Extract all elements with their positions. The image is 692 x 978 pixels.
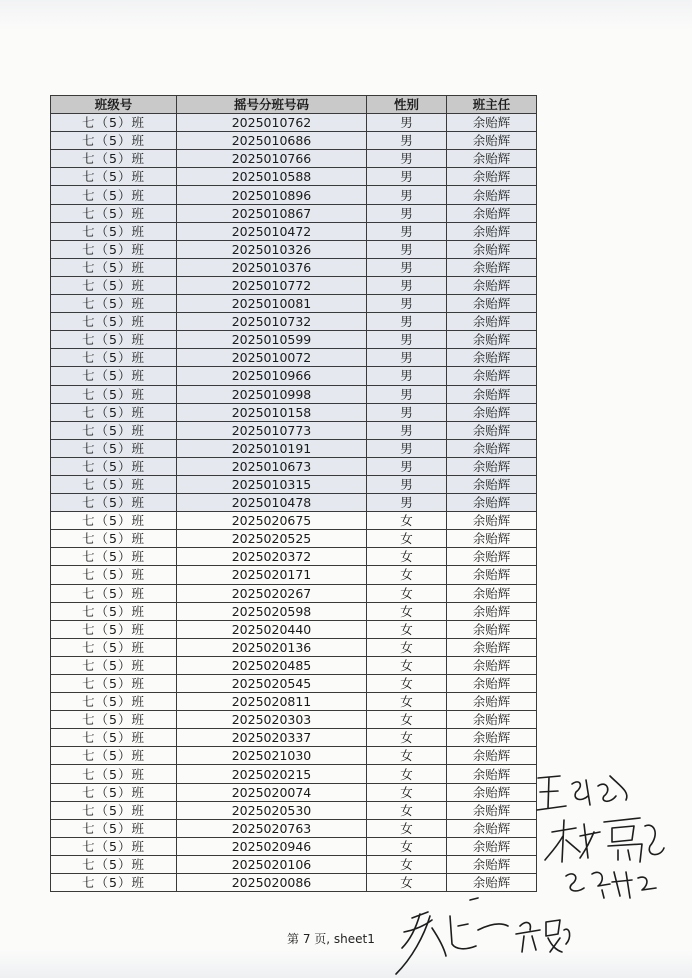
table-row bbox=[51, 204, 537, 222]
table-row bbox=[51, 276, 537, 294]
teacher-cell: 余贻辉 bbox=[447, 729, 537, 747]
teacher-cell: 余贻辉 bbox=[447, 168, 537, 186]
lottery-number-cell: 2025010599 bbox=[177, 331, 367, 349]
teacher-cell: 余贻辉 bbox=[447, 837, 537, 855]
gender-cell: 女 bbox=[367, 783, 447, 801]
gender-cell: 女 bbox=[367, 548, 447, 566]
class-cell: 七（5）班 bbox=[51, 765, 177, 783]
gender-cell: 男 bbox=[367, 132, 447, 150]
lottery-number-cell: 2025020372 bbox=[177, 548, 367, 566]
gender-cell: 男 bbox=[367, 258, 447, 276]
table-row bbox=[51, 457, 537, 475]
gender-cell: 女 bbox=[367, 530, 447, 548]
class-cell: 七（5）班 bbox=[51, 475, 177, 493]
gender-cell: 女 bbox=[367, 566, 447, 584]
lottery-number-cell: 2025020440 bbox=[177, 620, 367, 638]
table-row bbox=[51, 638, 537, 656]
teacher-cell: 余贻辉 bbox=[447, 584, 537, 602]
lottery-number-cell: 2025010072 bbox=[177, 349, 367, 367]
gender-cell: 男 bbox=[367, 186, 447, 204]
lottery-number-cell: 2025020337 bbox=[177, 729, 367, 747]
class-cell: 七（5）班 bbox=[51, 367, 177, 385]
lottery-number-cell: 2025010081 bbox=[177, 295, 367, 313]
lottery-number-cell: 2025020215 bbox=[177, 765, 367, 783]
teacher-cell: 余贻辉 bbox=[447, 530, 537, 548]
table-row bbox=[51, 602, 537, 620]
gender-cell: 女 bbox=[367, 855, 447, 873]
class-cell: 七（5）班 bbox=[51, 783, 177, 801]
lottery-number-cell: 2025010478 bbox=[177, 494, 367, 512]
class-cell: 七（5）班 bbox=[51, 837, 177, 855]
table-row bbox=[51, 584, 537, 602]
gender-cell: 女 bbox=[367, 638, 447, 656]
gender-cell: 男 bbox=[367, 439, 447, 457]
table-row bbox=[51, 747, 537, 765]
table-row bbox=[51, 331, 537, 349]
table-row bbox=[51, 801, 537, 819]
table-row bbox=[51, 530, 537, 548]
gender-cell: 女 bbox=[367, 801, 447, 819]
table-row bbox=[51, 548, 537, 566]
gender-cell: 男 bbox=[367, 150, 447, 168]
gender-cell: 女 bbox=[367, 711, 447, 729]
class-cell: 七（5）班 bbox=[51, 801, 177, 819]
teacher-cell: 余贻辉 bbox=[447, 186, 537, 204]
gender-cell: 男 bbox=[367, 240, 447, 258]
teacher-cell: 余贻辉 bbox=[447, 675, 537, 693]
lottery-number-cell: 2025010588 bbox=[177, 168, 367, 186]
table-row bbox=[51, 132, 537, 150]
gender-cell: 男 bbox=[367, 222, 447, 240]
teacher-cell: 余贻辉 bbox=[447, 638, 537, 656]
gender-cell: 女 bbox=[367, 693, 447, 711]
class-cell: 七（5）班 bbox=[51, 385, 177, 403]
table-row bbox=[51, 240, 537, 258]
lottery-number-cell: 2025010867 bbox=[177, 204, 367, 222]
teacher-cell: 余贻辉 bbox=[447, 475, 537, 493]
gender-cell: 男 bbox=[367, 367, 447, 385]
lottery-number-cell: 2025020303 bbox=[177, 711, 367, 729]
class-cell: 七（5）班 bbox=[51, 439, 177, 457]
lottery-number-cell: 2025010686 bbox=[177, 132, 367, 150]
page-footer: 第 7 页, sheet1 bbox=[287, 932, 375, 946]
teacher-cell: 余贻辉 bbox=[447, 602, 537, 620]
class-cell: 七（5）班 bbox=[51, 638, 177, 656]
table-row bbox=[51, 168, 537, 186]
gender-cell: 男 bbox=[367, 204, 447, 222]
class-cell: 七（5）班 bbox=[51, 512, 177, 530]
teacher-cell: 余贻辉 bbox=[447, 620, 537, 638]
gender-cell: 女 bbox=[367, 729, 447, 747]
teacher-cell: 余贻辉 bbox=[447, 349, 537, 367]
class-cell: 七（5）班 bbox=[51, 457, 177, 475]
gender-cell: 女 bbox=[367, 765, 447, 783]
table-row bbox=[51, 656, 537, 674]
table-row bbox=[51, 874, 537, 892]
class-cell: 七（5）班 bbox=[51, 295, 177, 313]
teacher-cell: 余贻辉 bbox=[447, 114, 537, 132]
lottery-number-cell: 2025010762 bbox=[177, 114, 367, 132]
lottery-number-cell: 2025020811 bbox=[177, 693, 367, 711]
gender-cell: 女 bbox=[367, 584, 447, 602]
teacher-cell: 余贻辉 bbox=[447, 711, 537, 729]
teacher-cell: 余贻辉 bbox=[447, 385, 537, 403]
gender-cell: 女 bbox=[367, 874, 447, 892]
teacher-cell: 余贻辉 bbox=[447, 258, 537, 276]
class-cell: 七（5）班 bbox=[51, 204, 177, 222]
class-cell: 七（5）班 bbox=[51, 711, 177, 729]
lottery-number-cell: 2025010966 bbox=[177, 367, 367, 385]
teacher-cell: 余贻辉 bbox=[447, 439, 537, 457]
gender-cell: 女 bbox=[367, 837, 447, 855]
teacher-cell: 余贻辉 bbox=[447, 421, 537, 439]
teacher-cell: 余贻辉 bbox=[447, 855, 537, 873]
lottery-number-cell: 2025010773 bbox=[177, 421, 367, 439]
teacher-cell: 余贻辉 bbox=[447, 295, 537, 313]
table-row bbox=[51, 475, 537, 493]
table-row bbox=[51, 367, 537, 385]
class-cell: 七（5）班 bbox=[51, 656, 177, 674]
class-cell: 七（5）班 bbox=[51, 729, 177, 747]
table-row bbox=[51, 385, 537, 403]
table-row bbox=[51, 620, 537, 638]
class-roster-table bbox=[50, 95, 537, 892]
class-cell: 七（5）班 bbox=[51, 186, 177, 204]
lottery-number-cell: 2025020074 bbox=[177, 783, 367, 801]
class-cell: 七（5）班 bbox=[51, 313, 177, 331]
table-row bbox=[51, 675, 537, 693]
class-cell: 七（5）班 bbox=[51, 602, 177, 620]
header-lottery-number: 摇号分班号码 bbox=[177, 96, 367, 114]
teacher-cell: 余贻辉 bbox=[447, 494, 537, 512]
header-class-number: 班级号 bbox=[51, 96, 177, 114]
table-row bbox=[51, 439, 537, 457]
lottery-number-cell: 2025021030 bbox=[177, 747, 367, 765]
gender-cell: 男 bbox=[367, 276, 447, 294]
lottery-number-cell: 2025020086 bbox=[177, 874, 367, 892]
class-cell: 七（5）班 bbox=[51, 693, 177, 711]
class-cell: 七（5）班 bbox=[51, 150, 177, 168]
class-cell: 七（5）班 bbox=[51, 222, 177, 240]
header-head-teacher: 班主任 bbox=[447, 96, 537, 114]
signature-main bbox=[396, 898, 508, 974]
class-cell: 七（5）班 bbox=[51, 874, 177, 892]
class-cell: 七（5）班 bbox=[51, 331, 177, 349]
teacher-cell: 余贻辉 bbox=[447, 874, 537, 892]
table-row bbox=[51, 783, 537, 801]
gender-cell: 女 bbox=[367, 656, 447, 674]
lottery-number-cell: 2025020598 bbox=[177, 602, 367, 620]
teacher-cell: 余贻辉 bbox=[447, 548, 537, 566]
class-cell: 七（5）班 bbox=[51, 620, 177, 638]
class-cell: 七（5）班 bbox=[51, 494, 177, 512]
class-cell: 七（5）班 bbox=[51, 855, 177, 873]
class-cell: 七（5）班 bbox=[51, 675, 177, 693]
teacher-cell: 余贻辉 bbox=[447, 693, 537, 711]
teacher-cell: 余贻辉 bbox=[447, 132, 537, 150]
lottery-number-cell: 2025020136 bbox=[177, 638, 367, 656]
class-cell: 七（5）班 bbox=[51, 276, 177, 294]
gender-cell: 女 bbox=[367, 602, 447, 620]
lottery-number-cell: 2025020763 bbox=[177, 819, 367, 837]
teacher-cell: 余贻辉 bbox=[447, 747, 537, 765]
table-row bbox=[51, 186, 537, 204]
gender-cell: 女 bbox=[367, 512, 447, 530]
lottery-number-cell: 2025010326 bbox=[177, 240, 367, 258]
gender-cell: 男 bbox=[367, 403, 447, 421]
class-cell: 七（5）班 bbox=[51, 421, 177, 439]
class-cell: 七（5）班 bbox=[51, 403, 177, 421]
gender-cell: 女 bbox=[367, 675, 447, 693]
class-cell: 七（5）班 bbox=[51, 548, 177, 566]
lottery-number-cell: 2025020530 bbox=[177, 801, 367, 819]
teacher-cell: 余贻辉 bbox=[447, 204, 537, 222]
lottery-number-cell: 2025010158 bbox=[177, 403, 367, 421]
teacher-cell: 余贻辉 bbox=[447, 801, 537, 819]
class-cell: 七（5）班 bbox=[51, 584, 177, 602]
teacher-cell: 余贻辉 bbox=[447, 240, 537, 258]
gender-cell: 男 bbox=[367, 331, 447, 349]
lottery-number-cell: 2025010376 bbox=[177, 258, 367, 276]
class-cell: 七（5）班 bbox=[51, 114, 177, 132]
lottery-number-cell: 2025020171 bbox=[177, 566, 367, 584]
lottery-number-cell: 2025020485 bbox=[177, 656, 367, 674]
lottery-number-cell: 2025020545 bbox=[177, 675, 367, 693]
teacher-cell: 余贻辉 bbox=[447, 150, 537, 168]
table-row bbox=[51, 855, 537, 873]
lottery-number-cell: 2025010732 bbox=[177, 313, 367, 331]
class-cell: 七（5）班 bbox=[51, 530, 177, 548]
table-row bbox=[51, 150, 537, 168]
class-cell: 七（5）班 bbox=[51, 132, 177, 150]
teacher-cell: 余贻辉 bbox=[447, 367, 537, 385]
gender-cell: 女 bbox=[367, 819, 447, 837]
gender-cell: 女 bbox=[367, 747, 447, 765]
table-row bbox=[51, 494, 537, 512]
table-row bbox=[51, 222, 537, 240]
lottery-number-cell: 2025010766 bbox=[177, 150, 367, 168]
gender-cell: 男 bbox=[367, 457, 447, 475]
table-header-row bbox=[51, 96, 537, 114]
lottery-number-cell: 2025010191 bbox=[177, 439, 367, 457]
class-cell: 七（5）班 bbox=[51, 349, 177, 367]
lottery-number-cell: 2025010998 bbox=[177, 385, 367, 403]
signature-zhang bbox=[566, 872, 656, 898]
lottery-number-cell: 2025010896 bbox=[177, 186, 367, 204]
class-cell: 七（5）班 bbox=[51, 240, 177, 258]
table-row bbox=[51, 512, 537, 530]
class-cell: 七（5）班 bbox=[51, 566, 177, 584]
table-row bbox=[51, 819, 537, 837]
teacher-cell: 余贻辉 bbox=[447, 512, 537, 530]
lottery-number-cell: 2025020525 bbox=[177, 530, 367, 548]
table-body bbox=[51, 114, 537, 892]
table-row bbox=[51, 765, 537, 783]
gender-cell: 男 bbox=[367, 349, 447, 367]
table-row bbox=[51, 313, 537, 331]
table-row bbox=[51, 258, 537, 276]
signature-lin bbox=[545, 818, 664, 862]
class-cell: 七（5）班 bbox=[51, 819, 177, 837]
lottery-number-cell: 2025010472 bbox=[177, 222, 367, 240]
gender-cell: 男 bbox=[367, 475, 447, 493]
teacher-cell: 余贻辉 bbox=[447, 656, 537, 674]
teacher-cell: 余贻辉 bbox=[447, 765, 537, 783]
gender-cell: 男 bbox=[367, 421, 447, 439]
teacher-cell: 余贻辉 bbox=[447, 331, 537, 349]
class-cell: 七（5）班 bbox=[51, 747, 177, 765]
lottery-number-cell: 2025010673 bbox=[177, 457, 367, 475]
class-cell: 七（5）班 bbox=[51, 258, 177, 276]
lottery-number-cell: 2025020106 bbox=[177, 855, 367, 873]
teacher-cell: 余贻辉 bbox=[447, 403, 537, 421]
table-row bbox=[51, 711, 537, 729]
teacher-cell: 余贻辉 bbox=[447, 566, 537, 584]
table-row bbox=[51, 566, 537, 584]
gender-cell: 男 bbox=[367, 295, 447, 313]
table-row bbox=[51, 421, 537, 439]
class-cell: 七（5）班 bbox=[51, 168, 177, 186]
lottery-number-cell: 2025020267 bbox=[177, 584, 367, 602]
table-row bbox=[51, 403, 537, 421]
gender-cell: 女 bbox=[367, 620, 447, 638]
gender-cell: 男 bbox=[367, 494, 447, 512]
table-row bbox=[51, 729, 537, 747]
lottery-number-cell: 2025020675 bbox=[177, 512, 367, 530]
table-row bbox=[51, 349, 537, 367]
gender-cell: 男 bbox=[367, 385, 447, 403]
gender-cell: 男 bbox=[367, 313, 447, 331]
lottery-number-cell: 2025020946 bbox=[177, 837, 367, 855]
gender-cell: 男 bbox=[367, 168, 447, 186]
lottery-number-cell: 2025010315 bbox=[177, 475, 367, 493]
teacher-cell: 余贻辉 bbox=[447, 222, 537, 240]
header-gender: 性别 bbox=[367, 96, 447, 114]
table-row bbox=[51, 693, 537, 711]
gender-cell: 男 bbox=[367, 114, 447, 132]
signature-weng bbox=[516, 920, 570, 952]
table-row bbox=[51, 114, 537, 132]
teacher-cell: 余贻辉 bbox=[447, 457, 537, 475]
teacher-cell: 余贻辉 bbox=[447, 819, 537, 837]
lottery-number-cell: 2025010772 bbox=[177, 276, 367, 294]
teacher-cell: 余贻辉 bbox=[447, 276, 537, 294]
teacher-cell: 余贻辉 bbox=[447, 783, 537, 801]
teacher-cell: 余贻辉 bbox=[447, 313, 537, 331]
signature-wang bbox=[537, 776, 627, 810]
table-row bbox=[51, 295, 537, 313]
table-row bbox=[51, 837, 537, 855]
